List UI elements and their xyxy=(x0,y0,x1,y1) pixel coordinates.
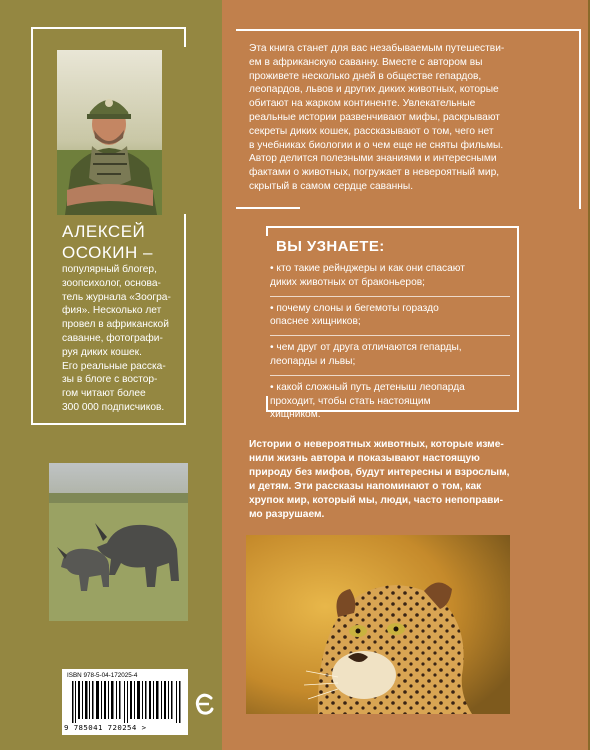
learn-item: • чем друг от друга отличаются гепарды, леопарды и львы; xyxy=(270,335,510,375)
learn-title: ВЫ УЗНАЕТЕ: xyxy=(276,238,385,255)
closing-paragraph: Истории о невероятных животных, которые изме- нили жизнь автора и показывают настоящую природу без мифов, будут интересны и взрослым, и детям. Эти рассказы напоминают о том, как хрупок мир, который мы, люди, часто непоправи- мо разрушаем. xyxy=(249,439,510,520)
intro-text: Эта книга станет для вас незабываемым путешестви- ем в африканскую саванну. Вместе с автором вы проживете несколько дней в обществе гепардов, леопардов, львов и других диких животных, которые обитают на жарком континенте. Увлекательные реальные истории развенчивают мифы, раскрывают секреты диких кошек, рассказывают о том, чего нет в учебниках биологии и о чем еще не сняты фильмы. Автор делится полезными знаниями и интересными фактами о животных, погружает в невероятный мир, скрытый в самом сердце саванны. xyxy=(249,43,505,192)
rhino-photo xyxy=(49,463,188,621)
author-bio: популярный блогер, зоопсихолог, основа- тель журнала «Зоогра- фия». Несколько лет провел в африканской саванне, фотографи- руя диких кошек. Его реальные расска- зы в блоге с востор- гом читают более 300 000 подписчиков. xyxy=(62,264,171,413)
author-frame-edge xyxy=(184,27,186,47)
author-name-line: АЛЕКСЕЙ xyxy=(62,222,146,241)
learn-list xyxy=(270,262,510,428)
publisher-logo-icon xyxy=(195,692,215,718)
barcode-digits: 9 785041 720254 > xyxy=(64,723,147,732)
barcode-box xyxy=(62,669,188,735)
author-name-line: ОСОКИН – xyxy=(62,243,153,262)
isbn-label: ISBN 978-5-04-172025-4 xyxy=(67,672,138,679)
learn-item: • какой сложный путь детеныш леопарда проходит, чтобы стать настоящим хищником. xyxy=(270,375,510,428)
intro-frame-edge xyxy=(236,207,300,209)
learn-item: • кто такие рейнджеры и как они спасают диких животных от браконьеров; xyxy=(270,263,465,288)
leopard-photo xyxy=(246,535,510,714)
cover-edge xyxy=(588,0,600,750)
author-name xyxy=(62,221,202,263)
learn-item: • почему слоны и бегемоты гораздо опаснее хищников; xyxy=(270,296,510,336)
author-photo xyxy=(57,50,162,215)
barcode-bars xyxy=(72,681,182,723)
